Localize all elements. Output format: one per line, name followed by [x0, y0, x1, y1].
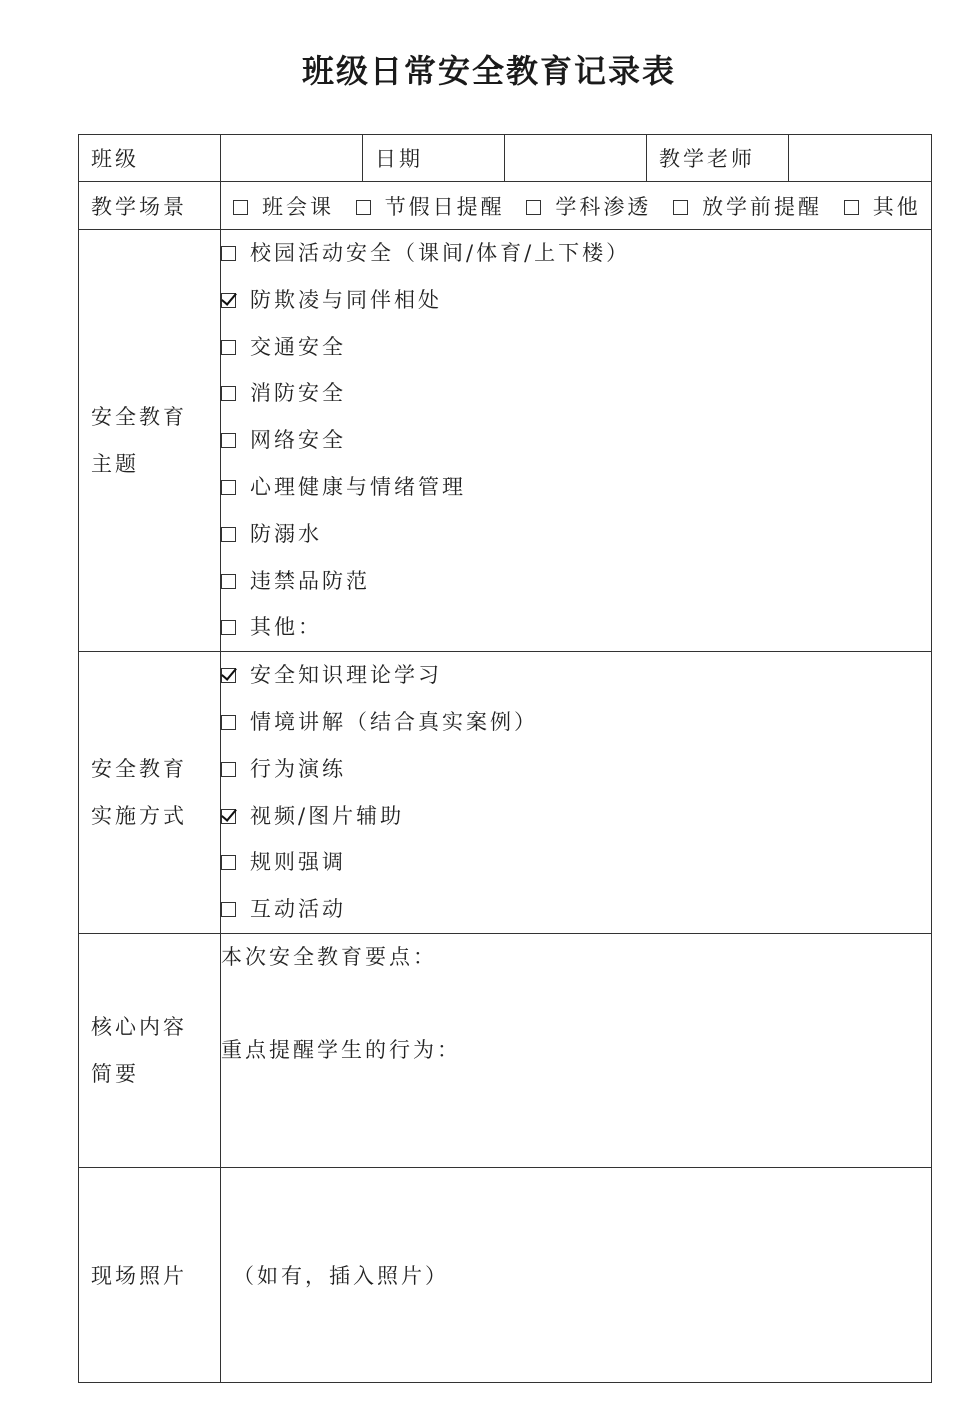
method-option-label: 视频/图片辅助	[250, 803, 405, 828]
scene-option-label: 学科渗透	[555, 194, 652, 219]
checkbox-icon[interactable]	[221, 902, 236, 917]
core-points-space	[221, 981, 931, 1027]
class-label: 班级	[79, 135, 221, 182]
topic-option[interactable]	[221, 464, 931, 511]
checkbox-icon[interactable]	[356, 200, 371, 215]
method-option-label: 规则强调	[250, 850, 346, 875]
topic-option[interactable]	[221, 558, 931, 605]
checkbox-icon[interactable]	[221, 386, 236, 401]
core-behavior-label: 重点提醒学生的行为：	[221, 1038, 461, 1063]
scene-option-label: 其他	[872, 194, 921, 219]
topic-option[interactable]	[221, 277, 931, 324]
date-label: 日期	[363, 135, 505, 182]
record-form-table	[78, 134, 932, 1383]
teacher-value-field[interactable]	[789, 135, 932, 182]
topic-option-label: 防欺凌与同伴相处	[250, 287, 442, 312]
topic-option[interactable]	[221, 324, 931, 371]
core-content-field[interactable]	[221, 934, 932, 1168]
topic-label-line1: 安全教育	[91, 404, 187, 429]
topic-option-label: 其他：	[250, 615, 322, 640]
core-label-line1: 核心内容	[91, 1014, 187, 1039]
scene-row	[79, 182, 932, 230]
topic-option[interactable]	[221, 230, 931, 277]
topic-option-label: 消防安全	[250, 381, 346, 406]
core-points-label: 本次安全教育要点：	[221, 945, 437, 970]
core-label	[79, 934, 221, 1168]
header-row	[79, 135, 932, 182]
checkbox-icon[interactable]	[221, 433, 236, 448]
scene-option[interactable]	[844, 195, 921, 219]
topic-option-label: 交通安全	[250, 334, 346, 359]
method-option[interactable]	[221, 652, 931, 699]
core-label-line2: 简要	[91, 1061, 139, 1086]
topic-option-label: 校园活动安全（课间/体育/上下楼）	[250, 241, 631, 265]
topic-row	[79, 230, 932, 652]
checkbox-icon[interactable]	[673, 200, 688, 215]
photo-label: 现场照片	[79, 1168, 221, 1383]
method-option[interactable]	[221, 699, 931, 746]
checkbox-icon[interactable]	[844, 200, 859, 215]
method-option[interactable]	[221, 746, 931, 793]
method-label-line2: 实施方式	[91, 803, 187, 828]
topic-label-line2: 主题	[91, 451, 139, 476]
method-option[interactable]	[221, 886, 931, 933]
scene-label: 教学场景	[79, 182, 221, 230]
method-option-label: 互动活动	[250, 897, 346, 922]
checkbox-icon[interactable]	[221, 246, 236, 261]
topic-option-label: 心理健康与情绪管理	[250, 474, 466, 499]
method-option-label: 行为演练	[250, 756, 346, 781]
checkbox-icon[interactable]	[221, 574, 236, 589]
topic-option-label: 网络安全	[250, 428, 346, 453]
checkbox-checked-icon[interactable]	[221, 809, 236, 824]
method-label	[79, 652, 221, 934]
checkbox-icon[interactable]	[221, 620, 236, 635]
page-title: 班级日常安全教育记录表	[301, 52, 676, 90]
scene-option[interactable]	[526, 195, 651, 219]
scene-options	[221, 182, 932, 230]
scene-option[interactable]	[673, 195, 822, 219]
checkbox-icon[interactable]	[221, 855, 236, 870]
core-row	[79, 934, 932, 1168]
scene-option[interactable]	[356, 195, 505, 219]
checkbox-icon[interactable]	[221, 480, 236, 495]
scene-option-label: 放学前提醒	[702, 194, 823, 219]
date-value-field[interactable]	[505, 135, 647, 182]
scene-option-label: 节假日提醒	[384, 194, 505, 219]
photo-hint-text: （如有，插入照片）	[233, 1264, 449, 1289]
class-value-field[interactable]	[221, 135, 363, 182]
checkbox-checked-icon[interactable]	[221, 668, 236, 683]
method-option[interactable]	[221, 793, 931, 840]
method-row	[79, 652, 932, 934]
checkbox-checked-icon[interactable]	[221, 293, 236, 308]
topic-label	[79, 230, 221, 652]
teacher-label: 教学老师	[647, 135, 789, 182]
topic-option-label: 防溺水	[250, 521, 322, 546]
topic-option-label: 违禁品防范	[250, 568, 370, 593]
method-options	[221, 652, 932, 934]
topic-option[interactable]	[221, 417, 931, 464]
method-option[interactable]	[221, 839, 931, 886]
topic-options	[221, 230, 932, 652]
method-option-label: 情境讲解（结合真实案例）	[250, 710, 538, 735]
method-label-line1: 安全教育	[91, 756, 187, 781]
checkbox-icon[interactable]	[526, 200, 541, 215]
scene-option[interactable]	[233, 195, 334, 219]
photo-row	[79, 1168, 932, 1383]
checkbox-icon[interactable]	[221, 527, 236, 542]
topic-option[interactable]	[221, 604, 931, 651]
topic-option[interactable]	[221, 511, 931, 558]
topic-option[interactable]	[221, 370, 931, 417]
scene-option-label: 班会课	[262, 194, 334, 219]
checkbox-icon[interactable]	[221, 340, 236, 355]
checkbox-icon[interactable]	[221, 762, 236, 777]
photo-insert-area[interactable]	[221, 1168, 932, 1383]
checkbox-icon[interactable]	[221, 715, 236, 730]
checkbox-icon[interactable]	[233, 200, 248, 215]
method-option-label: 安全知识理论学习	[250, 663, 442, 688]
